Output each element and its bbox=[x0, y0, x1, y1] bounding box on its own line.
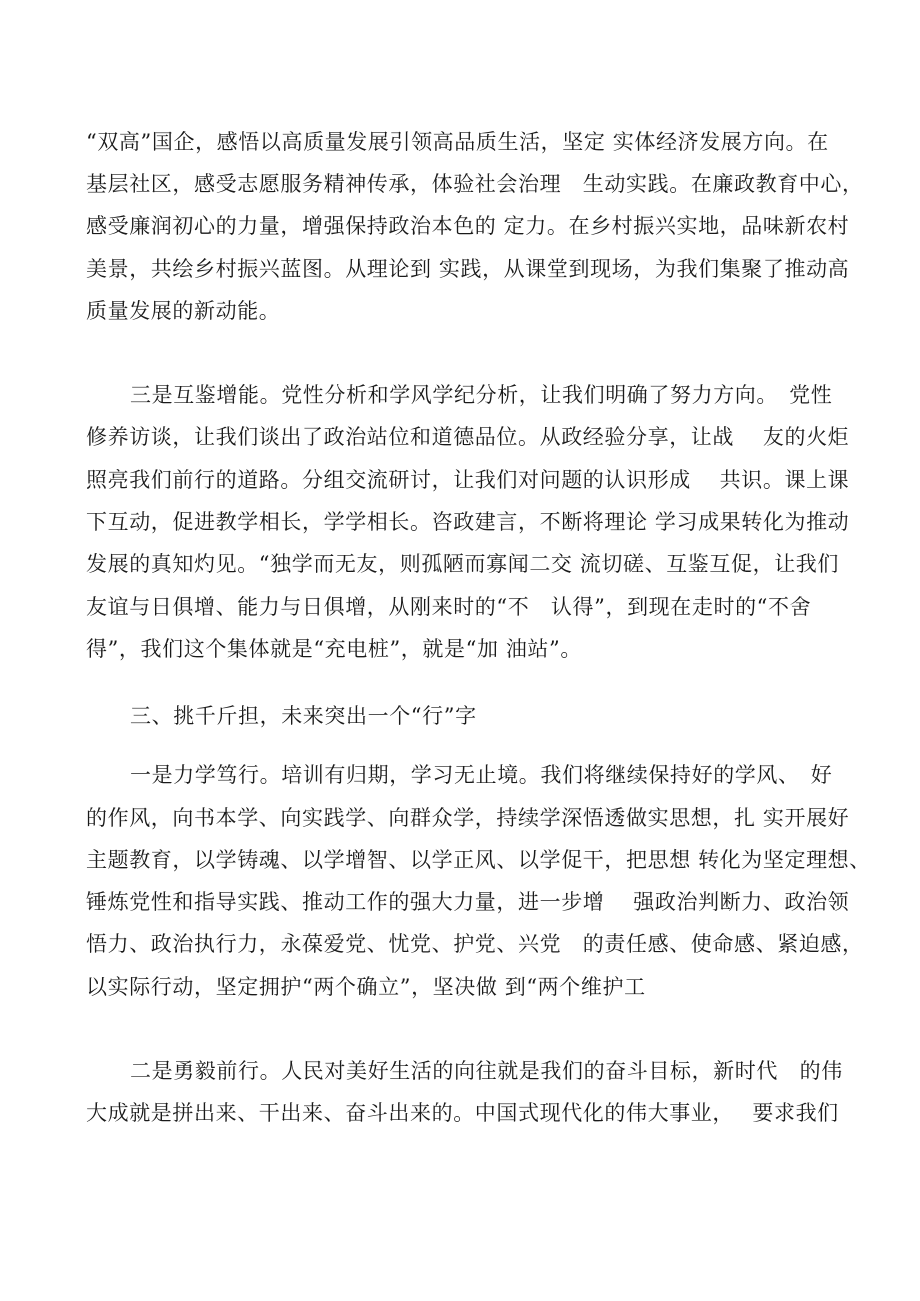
paragraph-start-line: 一是力学笃行。培训有归期，学习无止境。我们将继续保持好的学风、 好 bbox=[130, 763, 833, 787]
section-heading: 三、挑千斤担，未来突出一个“行”字 bbox=[130, 704, 477, 728]
text-line-2: 基层社区，感受志愿服务精神传承，体验社会治理 生动实践。在廉政教育中心， bbox=[86, 172, 864, 196]
text-line-4: 美景，共绘乡村振兴蓝图。从理论到 实践，从课堂到现场，为我们集聚了推动高 bbox=[86, 257, 850, 281]
paragraph-start-line: 三是互鉴增能。党性分析和学风学纪分析，让我们明确了努力方向。 党性 bbox=[130, 383, 833, 407]
text-line-9: 下互动，促进教学相长，学学相长。咨政建言，不断将理论 学习成果转化为推动 bbox=[86, 510, 850, 534]
text-line-10: 发展的真知灼见。“独学而无友，则孤陋而寡闻二交 流切磋、互鉴互促，让我们 bbox=[86, 552, 840, 576]
text-line-8: 照亮我们前行的道路。分组交流研讨，让我们对问题的认识形成 共识。课上课 bbox=[86, 468, 850, 492]
text-line-19: 以实际行动，坚定拥护“两个确立”，坚决做 到“两个维护工 bbox=[86, 975, 646, 999]
text-line-7: 修养访谈，让我们谈出了政治站位和道德品位。从政经验分享，让战 友的火炬 bbox=[86, 425, 850, 449]
text-line-16: 主题教育，以学铸魂、以学增智、以学正风、以学促干，把思想 转化为坚定理想、 bbox=[86, 848, 871, 872]
text-line-11: 友谊与日俱增、能力与日俱增，从刚来时的“不 认得”，到现在走时的“不舍 bbox=[86, 595, 812, 619]
text-line-17: 锤炼党性和指导实践、推动工作的强大力量，进一步增 强政治判断力、政治领 bbox=[86, 890, 850, 914]
text-line-1: “双高”国企，感悟以高质量发展引领高品质生活，坚定 实体经济发展方向。在 bbox=[86, 130, 829, 154]
text-line-5: 质量发展的新动能。 bbox=[86, 299, 281, 323]
text-line-21: 大成就是拼出来、干出来、奋斗出来的。中国式现代化的伟大事业， 要求我们 bbox=[86, 1101, 839, 1125]
text-line-3: 感受廉润初心的力量，增强保持政治本色的 定力。在乡村振兴实地，品味新农村 bbox=[86, 214, 850, 238]
paragraph-start-line: 二是勇毅前行。人民对美好生活的向往就是我们的奋斗目标，新时代 的伟 bbox=[130, 1059, 843, 1083]
text-line-15: 的作风，向书本学、向实践学、向群众学，持续学深悟透做实思想，扎 实开展好 bbox=[86, 806, 850, 830]
text-line-18: 悟力、政治执行力，永葆爱党、忧党、护党、兴党 的责任感、使命感、紧迫感， bbox=[86, 932, 864, 956]
text-line-12: 得”，我们这个集体就是“充电桩”，就是“加 油站”。 bbox=[86, 637, 582, 661]
